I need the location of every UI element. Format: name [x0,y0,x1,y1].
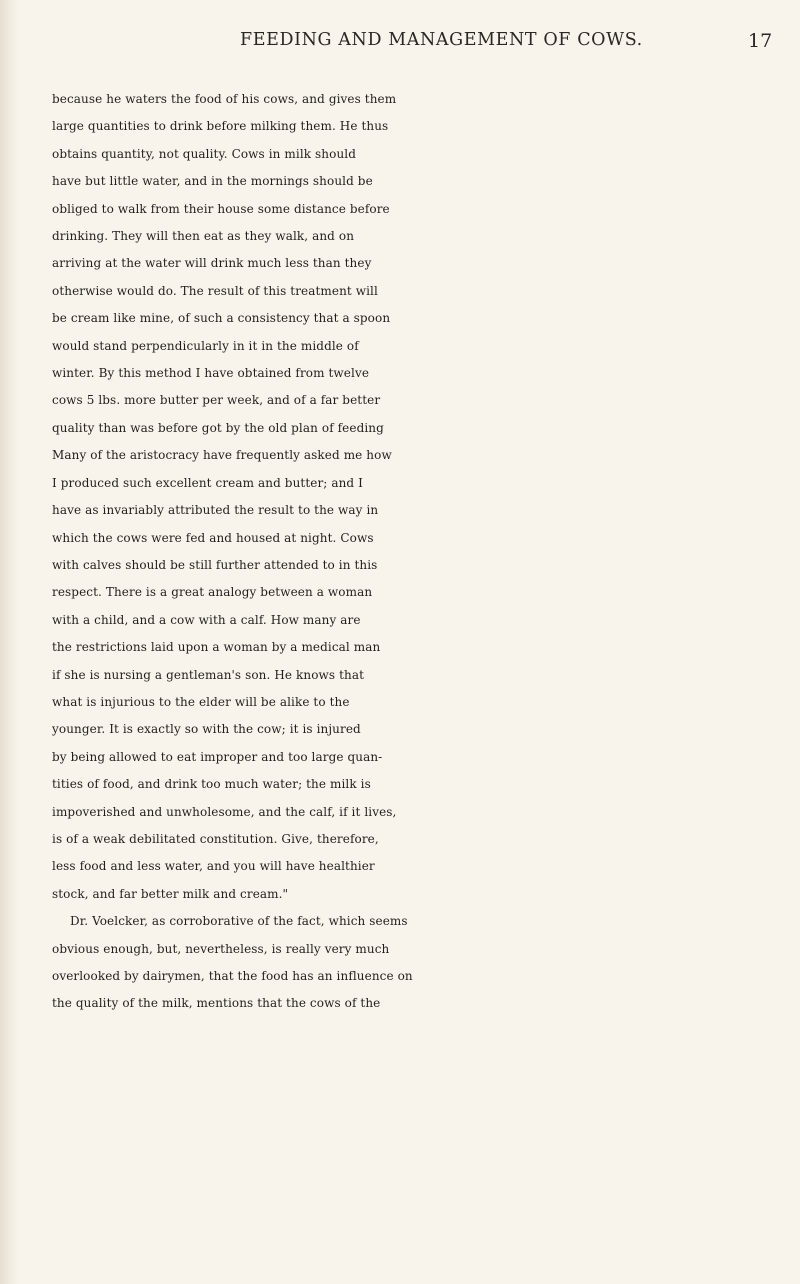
text-line: with a child, and a cow with a calf. How many are [52,612,361,627]
page-header [240,30,780,60]
text-line: obliged to walk from their house some distance before [52,201,390,216]
text-line: have but little water, and in the mornings should be [52,174,373,189]
body-text [52,86,792,1018]
paragraph-first-line: Dr. Voelcker, as corroborative of the fact, which seems [70,914,408,929]
text-line: younger. It is exactly so with the cow; it is injured [52,722,361,737]
text-line: with calves should be still further attended to in this [52,557,378,572]
text-line: if she is nursing a gentleman's son. He knows that [52,667,365,682]
text-line: obvious enough, but, nevertheless, is really very much [52,941,390,956]
text-line: arriving at the water will drink much less than they [52,256,372,271]
text-line: the restrictions laid upon a woman by a medical man [52,640,381,655]
page-number: 17 [748,30,773,52]
text-line: have as invariably attributed the result to the way in [52,503,379,518]
text-line: is of a weak debilitated constitution. Give, therefore, [52,831,379,846]
text-line: large quantities to drink before milking them. He thus [52,119,389,134]
text-line: tities of food, and drink too much water; the milk is [52,777,371,792]
text-line: what is injurious to the elder will be alike to the [52,694,350,709]
text-line: overlooked by dairymen, that the food has an influence on [52,969,413,983]
text-line: cows 5 lbs. more butter per week, and of a far better [52,393,381,408]
text-line: respect. There is a great analogy between a woman [52,585,373,600]
text-line: less food and less water, and you will have healthier [52,859,375,874]
text-line: I produced such excellent cream and butter; and I [52,475,363,490]
text-line: quality than was before got by the old plan of feeding [52,420,384,435]
text-line: would stand perpendicularly in it in the middle of [52,338,359,353]
text-line: drinking. They will then eat as they walk, and on [52,229,355,244]
text-line: winter. By this method I have obtained from twelve [52,366,370,381]
text-line: the quality of the milk, mentions that the cows of the [52,996,381,1011]
text-line: be cream like mine, of such a consistency that a spoon [52,311,391,326]
text-line: obtains quantity, not quality. Cows in milk should [52,146,357,161]
text-line: stock, and far better milk and cream." [52,886,289,901]
page-gutter-shadow [0,0,18,1284]
running-head: FEEDING AND MANAGEMENT OF COWS. [240,30,643,50]
text-line: otherwise would do. The result of this treatment will [52,283,378,298]
text-line: which the cows were fed and housed at night. Cows [52,530,374,545]
text-line: by being allowed to eat improper and too large quan- [52,749,383,764]
text-line: because he waters the food of his cows, and gives them [52,92,397,106]
text-line: Many of the aristocracy have frequently asked me how [52,448,392,463]
text-line: impoverished and unwholesome, and the calf, if it lives, [52,804,397,819]
